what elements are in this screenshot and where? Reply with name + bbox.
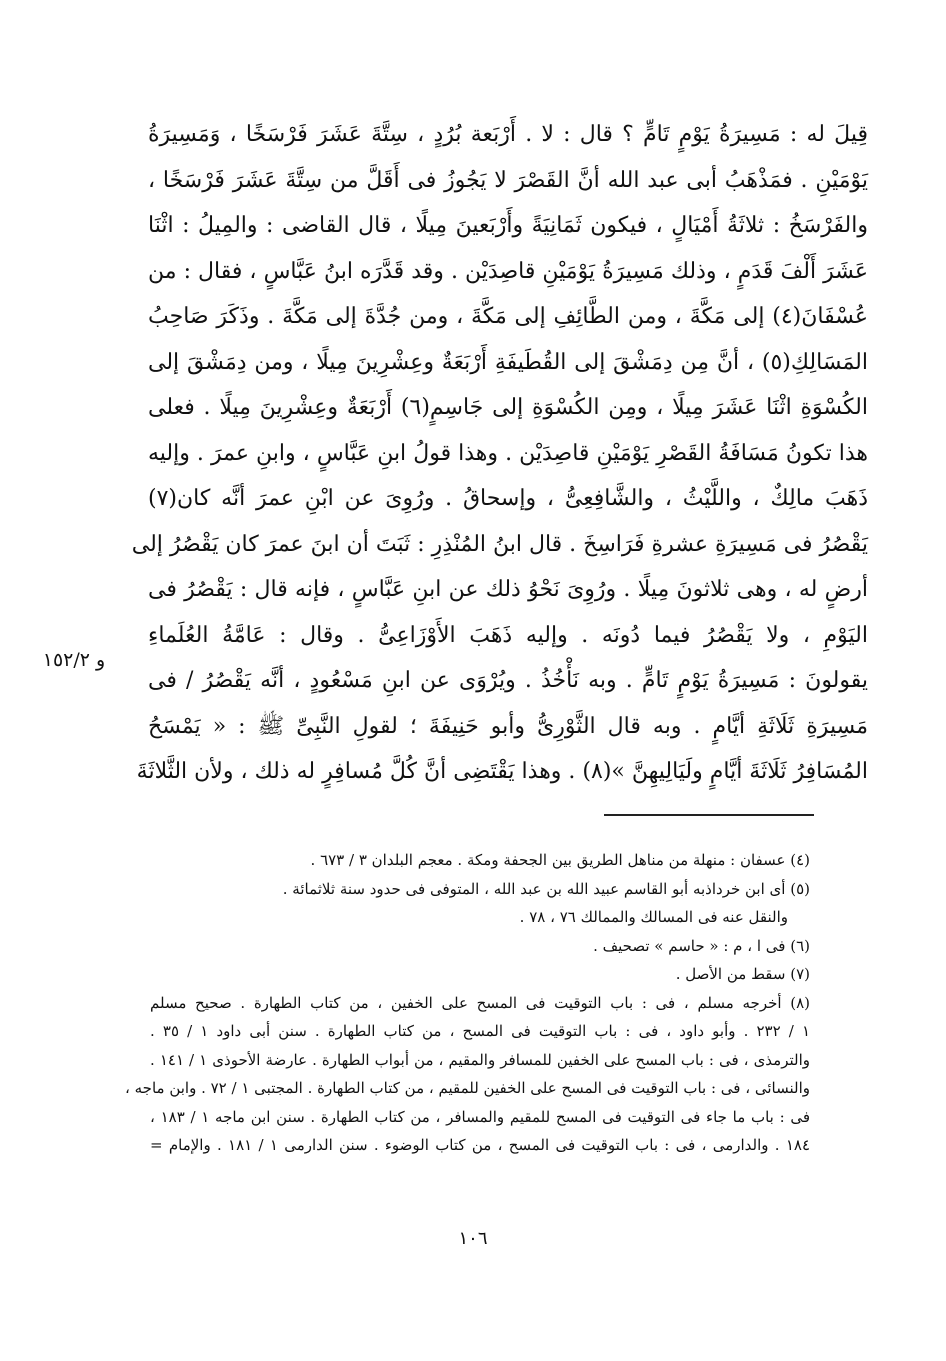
text-line: والفَرْسَخُ : ثلاثَةُ أَمْيَالٍ ، فيكون ثَمَانِيَةً وأَرْبَعينَ مِيلًا ، قال القاضى : والمِيلُ : اثْنَا [148,213,868,238]
footnote-line: والنسائى ، فى : باب التوقيت فى المسح على الخفين للمقيم ، من كتاب الطهارة . المجتبى ١ / ٧٢ . وابن ماجه ، [125,1079,810,1097]
footnote-line: ١٨٤ . والدارمى ، فى : باب التوقيت فى المسح ، من كتاب الوضوء . سنن الدارمى ١ / ١٨١ . والإمام = [150,1136,810,1154]
text-line: عَشَرَ أَلْفَ قَدَمٍ ، وذلك مَسِيرَةُ يَوْمَيْنِ قاصِدَيْن . وقد قَدَّرَه ابنُ عَبَّاسٍ ، فقال : من [148,258,868,284]
footnote-line: (٧) سقط من الأصل . [675,965,810,983]
margin-reference: و ١٥٢/٢ [42,649,106,671]
text-line: عُسْفَانَ(٤) إلى مَكَّةَ ، ومن الطَّائِفِ إلى مَكَّةَ ، ومن جُدَّةَ إلى مَكَّةَ . وذَكَرَ صَاحِبُ [148,304,868,329]
text-line: مَسِيرَةِ ثَلَاثَةِ أيَّامٍ . وبه قال الثَّوْرِىُّ وأبو حَنِيفَةَ ؛ لقولِ النَّبِىِّ ﷺ : « يَمْسَحُ [148,713,868,739]
text-line: اليَوْمِ ، ولا يَقْصُرُ فيما دُونَه . وإليه ذَهَبَ الأَوْزَاعِىُّ . وقال : عَامَّةُ العُلَماءِ [148,622,868,648]
text-line: المَسَالِكِ(٥) ، أنَّ مِن دِمَشْقَ إلى القُطَيفَةِ أَرْبَعَةٌ وعِشْرِينَ مِيلًا ، ومن دِمَشْقَ إلى [148,349,868,375]
footnote-line: (٤) عسفان : منهلة من مناهل الطريق بين الجحفة ومكة . معجم البلدان ٣ / ٦٧٣ . [310,851,810,869]
text-line: يَوْمَيْنِ . فمَذْهَبُ أبى عبد الله أنَّ القَصْرَ لا يَجُوزُ فى أَقَلَّ من سِتَّةَ عَشَرَ فَرْسَخًا ، [148,167,868,193]
footnotes-block [125,846,811,1160]
text-line: المُسَافِرُ ثَلَاثَةَ أيَّامٍ ولَيَالِيهِنَّ »(٨) . وهذا يَقْتَضِى أنَّ كُلَّ مُسافِرٍ له ذلك ، ولأن الثَّلاثَةَ [136,759,868,784]
footnote-line: (٦) فى ا ، م : « حاسم » تصحيف . [593,936,810,955]
footnote-line: والترمذى ، فى : باب المسح على الخفين للمسافر والمقيم ، من أبواب الطهارة . عارضة الأحوذى ١ / ١٤١ . [150,1050,811,1069]
text-line: أرضٍ له ، وهى ثلاثونَ مِيلًا . ورُوِىَ نَحْوُ ذلك عن ابنِ عَبَّاسٍ ، فإنه قال : يَقْصُرُ فى [148,577,868,602]
text-line: يَقْصُرُ فى مَسِيرَةِ عشرةِ فَرَاسِخَ . قال ابنُ المُنْذِرِ : ثَبَتَ أن ابنَ عمرَ كان يَقْصُرُ إلى [131,531,868,557]
text-line: ذَهَبَ مالِكٌ ، واللَّيْثُ ، والشَّافِعِىُّ ، وإسحاقُ . ورُوِىَ عن ابْنِ عمرَ أنَّه كان(٧) [148,486,868,511]
text-line: الكُسْوَةِ اثْنَا عَشَرَ مِيلًا ، ومِن الكُسْوَةِ إلى جَاسِمٍ(٦) أَرْبَعَةٌ وعِشْرِينَ مِيلًا . فعلى [148,395,868,420]
page-number: ١٠٦ [458,1228,488,1249]
text-line: قِيلَ له : مَسِيرَةُ يَوْمٍ تَامٍّ ؟ قال : لا . أَرْبَعة بُرُدٍ ، سِتَّةَ عَشَرَ فَرْسَخًا ، وَمَسِيرَةُ [148,122,868,147]
footnote-line: والنقل عنه فى المسالك والممالك ٧٦ ، ٧٨ . [519,908,788,926]
footnote-line: فى : باب ما جاء فى التوقيت فى المسح للمقيم والمسافر ، من كتاب الطهارة . سنن ابن ماجه ١ / ١٨٣ ، [150,1107,811,1126]
footnote-line: ١ / ٢٣٢ . وأبو داود ، فى : باب التوقيت فى المسح ، من كتاب الطهارة . سنن أبى داود ١ / ٣٥ . [150,1022,811,1040]
footnote-line: (٥) أى ابن خرداذبه أبو القاسم عبيد الله بن عبد الله ، المتوفى فى حدود سنة ثلاثمائة . [282,879,810,898]
footnote-divider [604,814,814,816]
footnote-line: (٨) أخرجه مسلم ، فى : باب التوقيت فى المسح على الخفين ، من كتاب الطهارة . صحيح مسلم [150,993,810,1012]
text-line: يقولونَ : مَسِيرَةُ يَوْمٍ تَامٍّ . وبه نَأْخُذُ . ويُرْوَى عن ابنِ مَسْعُودٍ ، أنَّه يَقْصُرُ / فى [148,668,868,693]
main-text-block [131,112,869,795]
text-line: هذا تكونُ مَسَافَةُ القَصْرِ يَوْمَيْنِ قاصِدَيْن . وهذا قولُ ابنِ عَبَّاسٍ ، وابنِ عمرَ . وإليه [148,440,869,466]
